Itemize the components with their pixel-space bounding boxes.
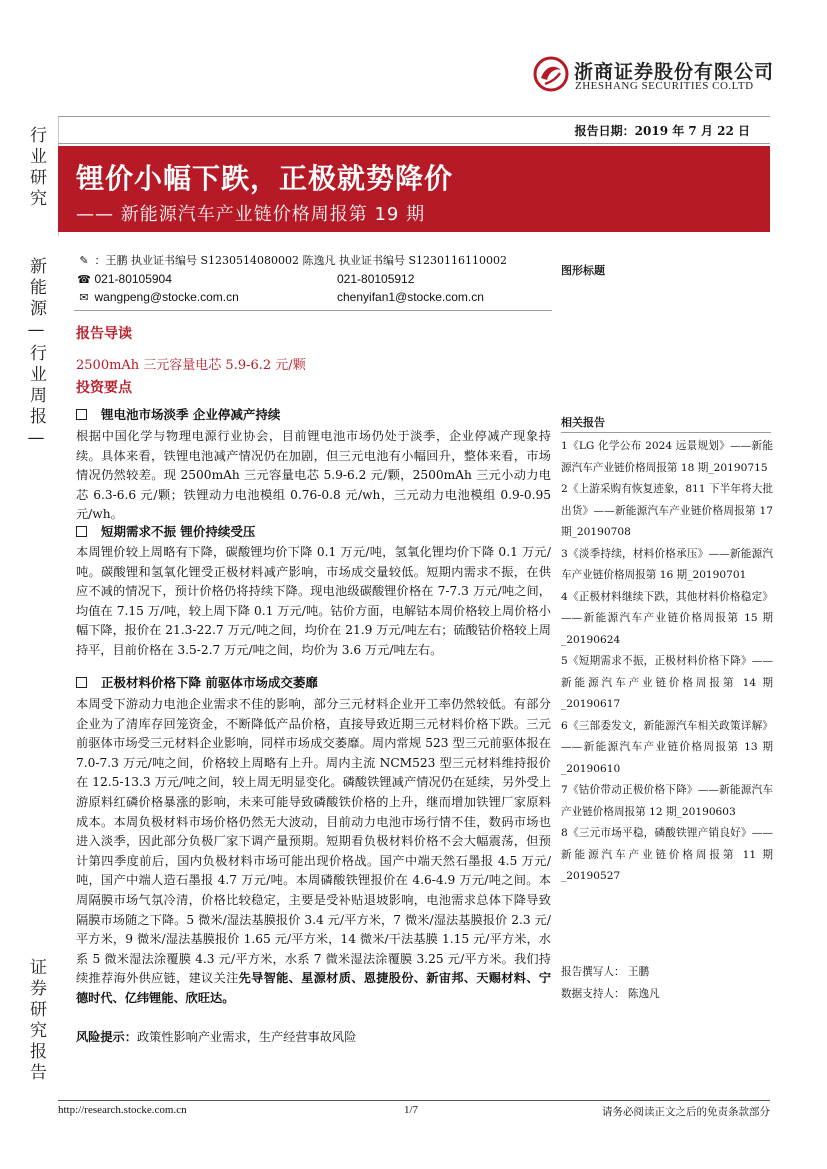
related-divider: [561, 432, 771, 433]
related-reports-heading: 相关报告: [561, 416, 605, 429]
checkbox-bullet-icon: [76, 409, 87, 420]
analyst-names: ：王鹏 执业证书编号 S1230514080002 陈逸凡 执业证书编号 S1230116110002: [94, 254, 508, 267]
guide-text: 2500mAh 三元容量电芯 5.9-6.2 元/颗: [76, 358, 306, 373]
related-report-item[interactable]: 4《正极材料继续下跌，其他材料价格稳定》——新能源汽车产业链价格周报第 15 期_20190624: [561, 590, 773, 646]
phone-1: 021-80105904: [94, 272, 172, 286]
related-report-item[interactable]: 1《LG 化学公布 2024 远景规划》——新能源汽车产业链价格周报第 18 期_20190715: [561, 440, 773, 474]
phone-2-wrap: [337, 272, 414, 286]
report-author: 报告撰写人： 王鹏: [561, 966, 650, 978]
securities-report-label: 证券研究报告: [26, 958, 46, 1084]
checkbox-bullet-icon: [76, 526, 87, 537]
email-2-wrap: [337, 290, 484, 304]
data-supporter: 数据支持人： 陈逸凡: [561, 987, 660, 1000]
mail-icon: ✉: [79, 291, 89, 304]
point-2-title: 短期需求不振 锂价持续受压: [101, 524, 256, 539]
related-report-item[interactable]: 8《三元市场平稳，磷酸铁锂产销良好》——新能源汽车产业链价格周报第 11 期_20190527: [561, 827, 773, 882]
page-number: 1/7: [404, 1104, 419, 1116]
email-2[interactable]: chenyifan1@stocke.com.cn: [337, 290, 484, 304]
related-report-item[interactable]: 6《三部委发文，新能源汽车相关政策详解》——新能源汽车产业链价格周报第 13 期_20190610: [561, 719, 773, 775]
footer-url-link[interactable]: http://research.stocke.com.cn: [58, 1104, 187, 1116]
recommended-stocks: 先导智能、星源材质、恩捷股份、新宙邦、天赐材料、宁德时代、亿纬锂能、欣旺达。: [76, 971, 552, 1005]
phone-2: 021-80105912: [337, 272, 415, 286]
risk-label: 风险提示：: [76, 1030, 137, 1044]
author-block: [561, 962, 660, 1005]
point-3-title: 正极材料价格下降 前驱体市场成交萎靡: [101, 675, 318, 690]
point-3-body: 本周受下游动力电池企业需求不佳的影响，部分三元材料企业开工率仍然较低。有部分企业为了清库存回笼资金，不断降低产品价格，直接导致近期三元材料价格下跌。三元前驱体市场受三元材料企业影响，同样市场成交萎靡。周内常规 523 型三元前驱体报在 7.0-7.3 万元/吨之间，价格较上周略有上升。周内主流 NCM523 型三元材料维持报价在 12.5-13.3 万元/吨之间，较上周无明显变化。磷酸铁锂减产情况仍在延续，另外受上游原料红磷价格暴涨的影响，未来可能导致磷酸铁价格的上升，继而增加铁锂厂家原料成本。本周负极材料市场价格仍然无大波动，目前动力电池市场行情不佳，数码市场也进入淡季，因此部分负极厂家下调产量预期。短期看负极材料价格不会大幅震荡，但预计第四季度前后，国内负极材料市场可能出现价格战。国产中端天然石墨报 4.5 万元/吨，国产中端人造石墨报 4.7 万元/吨。本周磷酸铁锂报价在 4.6-4.9 万元/吨之间。本周隔膜市场气氛冷清，价格比较稳定，主要是受补贴退坡影响，电池需求总体下降导致隔膜市场随之下降。5 微米/湿法基膜报价 3.4 元/平方米，7 微米/湿法基膜报价 2.3 元/平方米，9 微米/湿法基膜报价 1.65 元/平方米，14 微米/干法基膜 1.15 元/平方米，水系 5 微米湿法涂覆膜 4.3 元/平方米，水系 7 微米湿法涂覆膜 3.25 元/平方米。我们持续推荐海外供应链，建议关注: [76, 697, 551, 986]
pen-icon: ✎: [79, 254, 89, 267]
report-date: 报告日期：2019 年 7 月 22 日: [574, 124, 750, 138]
report-title: 锂价小幅下跌，正极就势降价: [76, 162, 454, 195]
report-date-row: [58, 116, 770, 144]
figure-title: 图形标题: [561, 264, 605, 277]
related-report-item[interactable]: 2《上游采购有恢复迹象，811 下半年将大批出货》——新能源汽车产业链价格周报第 17 期_20190708: [561, 483, 773, 538]
company-logo-icon: [533, 56, 569, 92]
company-name-en: ZHESHANG SECURITIES CO.LTD: [575, 80, 754, 92]
phone-icon: ☎: [77, 273, 91, 286]
checkbox-bullet-icon: [76, 677, 87, 688]
point-1-heading: [76, 405, 280, 423]
related-reports-list: [561, 436, 773, 888]
report-subtitle: —— 新能源汽车产业链价格周报第 19 期: [76, 204, 426, 225]
point-1-title: 锂电池市场淡季 企业停减产持续: [101, 407, 281, 422]
related-report-item[interactable]: 5《短期需求不振，正极材料价格下降》——新能源汽车产业链价格周报第 14 期_20190617: [561, 655, 773, 710]
contact-divider: [74, 310, 552, 311]
email-row: [77, 290, 239, 304]
company-name-cn: 浙商证券股份有限公司: [574, 61, 775, 83]
point-2-heading: [76, 522, 255, 540]
point-1-body: 根据中国化学与物理电源行业协会，目前锂电池市场仍处于淡季，企业停减产现象持续。具体来看，铁锂电池减产情况仍在加剧，但三元电池有小幅回升，整体来看，市场情况仍然较差。现 2500mAh 三元容量电芯 5.9-6.2 元/颗，2500mAh 三元小动力电芯 6.3-6.6 元/颗；铁锂动力电池模组 0.76-0.8 元/wh，三元动力电池模组 0.9-0.95 元/wh。: [76, 429, 551, 522]
related-report-item[interactable]: 7《钴价带动正极价格下降》——新能源汽车产业链价格周报第 12 期_20190603: [561, 784, 773, 818]
point-2-body: 本周锂价较上周略有下降，碳酸锂均价下降 0.1 万元/吨，氢氧化锂均价下降 0.1 万元/吨。碳酸锂和氢氧化锂受正极材料减产影响，市场成交量较低。短期内需求不振，在供应不减的情况下，预计价格仍将持续下降。现电池级碳酸锂价格在 7-7.3 万元/吨之间，均值在 7.15 万/吨，较上周下降 0.1 万元/吨。钴价方面，电解钴本周价格较上周价格小幅下降，报价在 21.3-22.7 万元/吨之间，均价在 21.9 万元/吨左右；硫酸钴价格较上周持平，目前价格在 3.5-2.7 万元/吨之间，均价为 3.6 万元/吨左右。: [76, 545, 551, 657]
phone-row: [77, 272, 172, 286]
related-report-item[interactable]: 3《淡季持续，材料价格承压》——新能源汽车产业链价格周报第 16 期_20190701: [561, 547, 773, 581]
risk-text: 政策性影响产业需求，生产经营事故风险: [136, 1030, 357, 1044]
risk-row: [76, 1028, 356, 1045]
industry-sidebar-label: 新能源—行业周报—: [26, 257, 46, 452]
point-3-heading: [76, 673, 318, 691]
footer-disclaimer: 请务必阅读正文之后的免责条款部分: [602, 1106, 770, 1118]
point-3-body-wrap: [76, 695, 551, 1009]
footer-divider: [58, 1100, 770, 1101]
guide-heading: 报告导读: [76, 326, 132, 342]
analyst-names-row: [77, 252, 507, 268]
email-1[interactable]: wangpeng@stocke.com.cn: [94, 290, 239, 304]
report-category: 行业研究: [26, 126, 46, 210]
points-heading: 投资要点: [76, 380, 132, 396]
